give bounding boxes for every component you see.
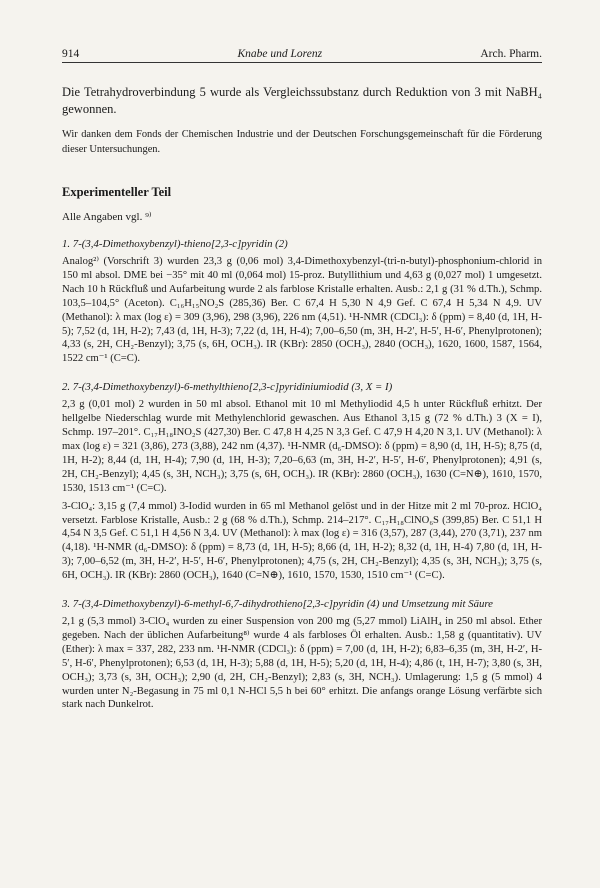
article-body — [62, 84, 542, 712]
section-title: Experimenteller Teil — [62, 185, 172, 199]
page-number: 914 — [62, 48, 80, 60]
entry-paragraph: 2,3 g (0,01 mol) 2 wurden in 50 ml absol. Ethanol mit 10 ml Methyliodid 4,5 h unter Rückfluß erhitzt. Der hellgelbe Niederschlag wurde mit Methylenchlorid gewaschen. Aus Ethanol 3,15 g (72 % d.Th.) 3 (X = I), Schmp. 197–201°. C₁₇H₁₈INO₂S (427,30) Ber. C 47,8 H 4,25 N 3,3 Gef. C 47,9 H 4,20 N 3,1. UV (Methanol): λ max (log ε) = 321 (3,86), 273 (3,88), 242 nm (4,37). ¹H-NMR (d₆-DMSO): δ (ppm) = 8,90 (d, 1H, H-5); 8,75 (d, 1H, H-2); 8,44 (d, 1H, H-4); 7,90 (d, 1H, H-3); 7,20–6,63 (m, 3H, H-2′, H-5′, H-6′, Phenylprotonen); 4,91 (s, 2H, CH₂-Benzyl); 4,45 (s, 3H, NCH₃); 3,75 (s, 6H, OCH₃). IR (KBr): 2860 (OCH₃), 1630 (C=N⊕), 1610, 1570, 1530, 1513 cm⁻¹ (C=C). — [62, 399, 542, 494]
journal-name: Arch. Pharm. — [480, 48, 542, 60]
general-note: Alle Angaben vgl. ⁹⁾ — [62, 211, 152, 223]
entry-heading: 2. 7-(3,4-Dimethoxybenzyl)-6-methylthieno[2,3-c]pyridiniumiodid (3, X = I) — [62, 381, 393, 394]
intro-paragraph: Die Tetrahydroverbindung 5 wurde als Vergleichssubstanz durch Reduktion von 3 mit NaBH₄ gewonnen. — [62, 85, 542, 116]
entry-heading: 3. 7-(3,4-Dimethoxybenzyl)-6-methyl-6,7-dihydrothieno[2,3-c]pyridin (4) und Umsetzung mit Säure — [62, 598, 493, 611]
acknowledgement: Wir danken dem Fonds der Chemischen Industrie und der Deutschen Forschungsgemeinschaft für die Förderung dieser Untersuchungen. — [62, 129, 542, 155]
header-rule — [62, 62, 542, 63]
entry-paragraph: 3-ClO₄: 3,15 g (7,4 mmol) 3-Iodid wurden in 65 ml Methanol gelöst und in der Hitze mit 2 ml 70-proz. HClO₄ versetzt. Farblose Kristalle, Ausb.: 2 g (68 % d.Th.), Schmp. 214–217°. C₁₇H₁₈ClNO₆S (399,85) Ber. C 51,1 H 4,54 N 3,5 Gef. C 51,1 H 4,56 N 3,4. UV (Methanol): λ max (log ε) = 316 (3,57), 287 (3,44), 270 (3,71), 237 nm (4,18). ¹H-NMR (d₆-DMSO): δ (ppm) = 8,73 (d, 1H, H-5); 8,66 (d, 1H, H-2); 8,32 (d, 1H, H-4) 7,80 (d, 1H, H-3); 7,00–6,52 (m, 3H, H-2′, H-5′, H-6′, Phenylprotonen); 4,75 (s, 2H, CH₂-Benzyl); 4,35 (s, 3H, NCH₃); 3,75 (s, 6H, OCH₃). IR (KBr): 2860 (OCH₃), 1640 (C=N⊕), 1610, 1570, 1530, 1510 cm⁻¹ (C=C). — [62, 500, 542, 582]
running-header — [62, 44, 542, 60]
entry-heading: 1. 7-(3,4-Dimethoxybenzyl)-thieno[2,3-c]pyridin (2) — [62, 238, 288, 250]
entry-paragraph: 2,1 g (5,3 mmol) 3-ClO₄ wurden zu einer Suspension von 200 mg (5,27 mmol) LiAlH₄ in 250 ml absol. Ether gegeben. Nach der üblichen Aufarbeitung⁸⁾ wurde 4 als farbloses Öl erhalten. Ausb.: 1,58 g (quantitativ). UV (Ether): λ max = 337, 282, 233 nm. ¹H-NMR (CDCl₃): δ (ppm) = 7,00 (d, 1H, H-2); 6,83–6,35 (m, 3H, H-2′, H-5′, H-6′, Phenylprotonen); 6,53 (d, 1H, H-3); 5,88 (d, 1H, H-5); 5,20 (d, 1H, H-4); 4,86 (t, 1H, H-7); 3,80 (s, 3H, OCH₃); 3,73 (s, 3H, OCH₃); 2,90 (d, 2H, CH₂-Benzyl); 2,83 (s, 3H, NCH₃). Umlagerung: 1,5 g (5 mmol) 4 wurden unter N₂-Begasung in 75 ml 0,1 N-HCl 5,5 h bei 60° erhitzt. Die anfangs orange Lösung verfärbte sich stark nach Dunkelrot. — [62, 616, 542, 711]
entry-paragraph: Analog²⁾ (Vorschrift 3) wurden 23,3 g (0,06 mol) 3,4-Dimethoxybenzyl-(tri-n-butyl)-phosphonium-chlorid in 150 ml absol. DME bei −35° mit 40 ml (0,064 mol) 15-proz. Butyllithium und 4,63 g (0,027 mol) 1 umgesetzt. Nach 10 h Rückfluß und Aufarbeitung wurde 2 als farblose Kristalle erhalten. Ausb.: 2,1 g (31 % d.Th.), Schmp. 103,5–104,5° (Aceton). C₁₆H₁₅NO₂S (285,36) Ber. C 67,4 H 5,30 N 4,9 Gef. C 67,4 H 5,34 N 4,9. UV (Methanol): λ max (log ε) = 309 (3,96), 298 (3,96), 226 nm (4,51). ¹H-NMR (CDCl₃): δ (ppm) = 8,40 (d, 1H, H-5); 7,52 (d, 1H, H-2); 7,43 (d, 1H, H-3); 7,22 (d, 1H, H-4); 7,00–6,50 (m, 3H, H-2′, H-5′, H-6′, Phenylprotonen); 4,33 (s, 2H, CH₂-Benzyl); 3,75 (s, 6H, OCH₃). IR (KBr): 2850 (OCH₃), 2840 (OCH₃), 1620, 1600, 1587, 1564, 1522 cm⁻¹ (C=C). — [62, 256, 542, 365]
running-title: Knabe und Lorenz — [237, 48, 323, 60]
